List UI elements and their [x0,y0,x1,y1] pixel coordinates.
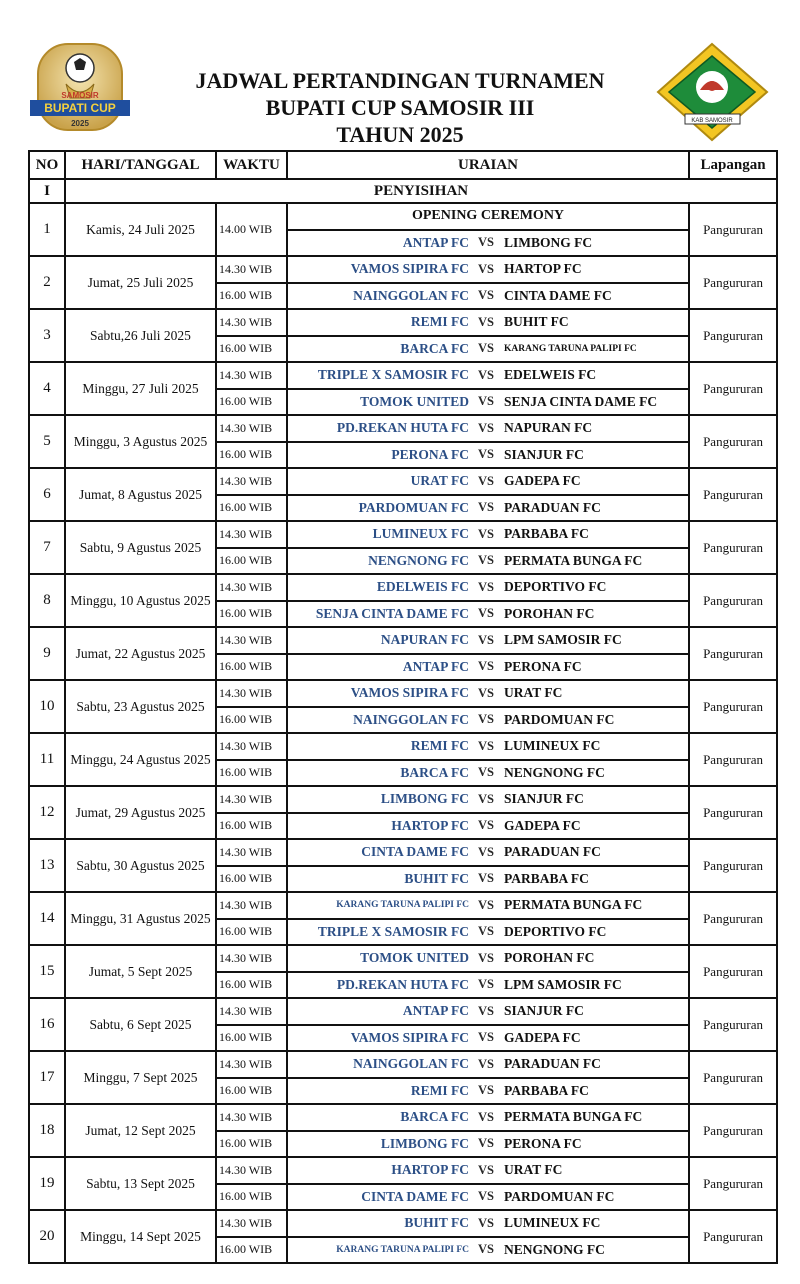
match-time: 14.30 WIB [216,362,287,389]
vs-label: VS [470,1025,502,1052]
home-team: VAMOS SIPIRA FC [287,680,470,707]
away-team: BUHIT FC [502,309,689,336]
section-number: I [29,179,65,203]
away-team: SENJA CINTA DAME FC [502,389,689,416]
match-time: 16.00 WIB [216,972,287,999]
away-team: NENGNONG FC [502,760,689,787]
away-team: PARBABA FC [502,521,689,548]
vs-label: VS [470,389,502,416]
match-date: Minggu, 3 Agustus 2025 [65,415,216,468]
away-team: PERONA FC [502,1131,689,1158]
home-team: BUHIT FC [287,866,470,893]
match-time: 16.00 WIB [216,495,287,522]
away-team: PARBABA FC [502,1078,689,1105]
match-time: 16.00 WIB [216,760,287,787]
table-row [29,415,777,442]
match-time: 16.00 WIB [216,1184,287,1211]
match-date: Sabtu, 9 Agustus 2025 [65,521,216,574]
vs-label: VS [470,839,502,866]
away-team: LUMINEUX FC [502,1210,689,1237]
vs-label: VS [470,1157,502,1184]
home-team: ANTAP FC [287,654,470,681]
match-venue: Pangururan [689,415,777,468]
match-day-number: 13 [29,839,65,892]
home-team: NAINGGOLAN FC [287,283,470,310]
away-team: LUMINEUX FC [502,733,689,760]
match-date: Jumat, 5 Sept 2025 [65,945,216,998]
home-team: NAPURAN FC [287,627,470,654]
match-date: Minggu, 14 Sept 2025 [65,1210,216,1263]
vs-label: VS [470,892,502,919]
match-day-number: 7 [29,521,65,574]
match-day-number: 11 [29,733,65,786]
match-time: 14.30 WIB [216,945,287,972]
match-venue: Pangururan [689,203,777,256]
match-time: 14.30 WIB [216,574,287,601]
table-header-row [29,151,777,179]
home-team: NENGNONG FC [287,548,470,575]
home-team: BARCA FC [287,336,470,363]
table-row [29,203,777,230]
table-row [29,521,777,548]
vs-label: VS [470,733,502,760]
match-day-number: 3 [29,309,65,362]
away-team: SIANJUR FC [502,442,689,469]
match-venue: Pangururan [689,998,777,1051]
match-date: Sabtu,26 Juli 2025 [65,309,216,362]
home-team: ANTAP FC [287,998,470,1025]
away-team: PARDOMUAN FC [502,707,689,734]
vs-label: VS [470,972,502,999]
table-row [29,945,777,972]
table-row [29,1157,777,1184]
match-venue: Pangururan [689,839,777,892]
match-time: 16.00 WIB [216,654,287,681]
vs-label: VS [470,574,502,601]
vs-label: VS [470,813,502,840]
match-time: 14.30 WIB [216,627,287,654]
away-team: SIANJUR FC [502,998,689,1025]
svg-text:SAMOSIR: SAMOSIR [61,91,99,100]
match-date: Sabtu, 13 Sept 2025 [65,1157,216,1210]
match-time: 14.30 WIB [216,1051,287,1078]
home-team: TOMOK UNITED [287,389,470,416]
vs-label: VS [470,521,502,548]
match-time: 16.00 WIB [216,283,287,310]
away-team: PARDOMUAN FC [502,1184,689,1211]
vs-label: VS [470,415,502,442]
vs-label: VS [470,919,502,946]
away-team: GADEPA FC [502,1025,689,1052]
match-venue: Pangururan [689,892,777,945]
vs-label: VS [470,707,502,734]
away-team: POROHAN FC [502,945,689,972]
header-time: WAKTU [216,151,287,179]
match-day-number: 8 [29,574,65,627]
table-row [29,680,777,707]
match-time: 14.30 WIB [216,680,287,707]
away-team: NENGNONG FC [502,1237,689,1264]
match-date: Minggu, 24 Agustus 2025 [65,733,216,786]
table-row [29,1210,777,1237]
away-team: URAT FC [502,680,689,707]
opening-ceremony-label: OPENING CEREMONY [287,203,689,230]
home-team: NAINGGOLAN FC [287,707,470,734]
match-venue: Pangururan [689,1157,777,1210]
vs-label: VS [470,998,502,1025]
home-team: EDELWEIS FC [287,574,470,601]
match-venue: Pangururan [689,945,777,998]
vs-label: VS [470,283,502,310]
home-team: ANTAP FC [287,230,470,257]
away-team: LPM SAMOSIR FC [502,972,689,999]
match-day-number: 12 [29,786,65,839]
vs-label: VS [470,495,502,522]
away-team: PARADUAN FC [502,839,689,866]
table-row [29,998,777,1025]
home-team: PARDOMUAN FC [287,495,470,522]
match-day-number: 1 [29,203,65,256]
vs-label: VS [470,1051,502,1078]
match-venue: Pangururan [689,521,777,574]
match-date: Jumat, 12 Sept 2025 [65,1104,216,1157]
table-row [29,839,777,866]
vs-label: VS [470,601,502,628]
match-day-number: 9 [29,627,65,680]
regency-crest-icon [655,42,770,142]
away-team: NAPURAN FC [502,415,689,442]
page-title-line-1: JADWAL PERTANDINGAN TURNAMEN [195,68,605,93]
vs-label: VS [470,309,502,336]
match-venue: Pangururan [689,1210,777,1263]
home-team: TOMOK UNITED [287,945,470,972]
match-time: 16.00 WIB [216,1078,287,1105]
table-row [29,786,777,813]
home-team: HARTOP FC [287,1157,470,1184]
home-team: KARANG TARUNA PALIPI FC [287,1237,470,1264]
away-team: HARTOP FC [502,256,689,283]
home-team: CINTA DAME FC [287,839,470,866]
match-venue: Pangururan [689,256,777,309]
svg-text:BUPATI CUP: BUPATI CUP [44,101,116,115]
away-team: PERMATA BUNGA FC [502,1104,689,1131]
match-day-number: 18 [29,1104,65,1157]
vs-label: VS [470,548,502,575]
home-team: CINTA DAME FC [287,1184,470,1211]
vs-label: VS [470,680,502,707]
page-title-line-3: TAHUN 2025 [336,122,464,147]
table-row [29,574,777,601]
match-day-number: 20 [29,1210,65,1263]
match-date: Minggu, 10 Agustus 2025 [65,574,216,627]
home-team: KARANG TARUNA PALIPI FC [287,892,470,919]
match-date: Jumat, 22 Agustus 2025 [65,627,216,680]
home-team: PERONA FC [287,442,470,469]
match-time: 14.30 WIB [216,839,287,866]
vs-label: VS [470,442,502,469]
vs-label: VS [470,1104,502,1131]
match-time: 16.00 WIB [216,1025,287,1052]
vs-label: VS [470,1210,502,1237]
match-time: 14.30 WIB [216,1104,287,1131]
home-team: NAINGGOLAN FC [287,1051,470,1078]
match-time: 16.00 WIB [216,548,287,575]
home-team: REMI FC [287,309,470,336]
home-team: REMI FC [287,1078,470,1105]
home-team: BARCA FC [287,1104,470,1131]
table-row [29,627,777,654]
table-row [29,468,777,495]
match-date: Jumat, 29 Agustus 2025 [65,786,216,839]
svg-text:KAB SAMOSIR: KAB SAMOSIR [691,118,733,124]
match-day-number: 4 [29,362,65,415]
away-team: KARANG TARUNA PALIPI FC [502,336,689,363]
match-time: 16.00 WIB [216,336,287,363]
match-schedule-table [28,150,778,1264]
vs-label: VS [470,866,502,893]
table-row [29,892,777,919]
match-time: 14.30 WIB [216,309,287,336]
away-team: DEPORTIVO FC [502,919,689,946]
match-day-number: 2 [29,256,65,309]
away-team: GADEPA FC [502,468,689,495]
vs-label: VS [470,654,502,681]
away-team: EDELWEIS FC [502,362,689,389]
match-date: Minggu, 27 Juli 2025 [65,362,216,415]
away-team: GADEPA FC [502,813,689,840]
match-venue: Pangururan [689,468,777,521]
match-time: 16.00 WIB [216,813,287,840]
vs-label: VS [470,1237,502,1264]
vs-label: VS [470,1078,502,1105]
home-team: PD.REKAN HUTA FC [287,415,470,442]
home-team: VAMOS SIPIRA FC [287,256,470,283]
match-time: 14.30 WIB [216,733,287,760]
match-time: 14.30 WIB [216,521,287,548]
match-date: Minggu, 7 Sept 2025 [65,1051,216,1104]
home-team: TRIPLE X SAMOSIR FC [287,362,470,389]
vs-label: VS [470,336,502,363]
vs-label: VS [470,230,502,257]
table-row [29,1051,777,1078]
match-time: 16.00 WIB [216,1131,287,1158]
vs-label: VS [470,627,502,654]
match-day-number: 19 [29,1157,65,1210]
svg-text:2025: 2025 [71,119,89,128]
match-date: Kamis, 24 Juli 2025 [65,203,216,256]
match-day-number: 14 [29,892,65,945]
home-team: PD.REKAN HUTA FC [287,972,470,999]
match-time: 14.30 WIB [216,1210,287,1237]
vs-label: VS [470,1131,502,1158]
match-time: 16.00 WIB [216,389,287,416]
away-team: PERMATA BUNGA FC [502,548,689,575]
away-team: PARADUAN FC [502,1051,689,1078]
match-time: 16.00 WIB [216,442,287,469]
match-time: 14.30 WIB [216,468,287,495]
vs-label: VS [470,786,502,813]
header-venue: Lapangan [689,151,777,179]
match-date: Jumat, 25 Juli 2025 [65,256,216,309]
table-row [29,309,777,336]
home-team: TRIPLE X SAMOSIR FC [287,919,470,946]
match-venue: Pangururan [689,786,777,839]
home-team: SENJA CINTA DAME FC [287,601,470,628]
header-date: HARI/TANGGAL [65,151,216,179]
home-team: BARCA FC [287,760,470,787]
vs-label: VS [470,1184,502,1211]
table-row [29,256,777,283]
match-venue: Pangururan [689,1051,777,1104]
away-team: LIMBONG FC [502,230,689,257]
match-day-number: 5 [29,415,65,468]
away-team: POROHAN FC [502,601,689,628]
match-venue: Pangururan [689,733,777,786]
away-team: CINTA DAME FC [502,283,689,310]
away-team: PARBABA FC [502,866,689,893]
match-time: 14.30 WIB [216,256,287,283]
away-team: SIANJUR FC [502,786,689,813]
match-day-number: 6 [29,468,65,521]
match-date: Sabtu, 23 Agustus 2025 [65,680,216,733]
away-team: PERMATA BUNGA FC [502,892,689,919]
match-date: Jumat, 8 Agustus 2025 [65,468,216,521]
vs-label: VS [470,760,502,787]
away-team: PERONA FC [502,654,689,681]
away-team: DEPORTIVO FC [502,574,689,601]
home-team: LIMBONG FC [287,786,470,813]
match-venue: Pangururan [689,309,777,362]
home-team: LIMBONG FC [287,1131,470,1158]
match-venue: Pangururan [689,627,777,680]
match-time: 14.30 WIB [216,786,287,813]
vs-label: VS [470,468,502,495]
vs-label: VS [470,945,502,972]
match-time: 16.00 WIB [216,601,287,628]
table-row [29,362,777,389]
table-row [29,1104,777,1131]
match-day-number: 10 [29,680,65,733]
match-time: 14.30 WIB [216,415,287,442]
match-time: 16.00 WIB [216,866,287,893]
match-day-number: 17 [29,1051,65,1104]
header-description: URAIAN [287,151,689,179]
vs-label: VS [470,362,502,389]
match-venue: Pangururan [689,1104,777,1157]
home-team: HARTOP FC [287,813,470,840]
match-day-number: 16 [29,998,65,1051]
table-row [29,733,777,760]
match-time: 14.00 WIB [216,203,287,256]
match-date: Sabtu, 6 Sept 2025 [65,998,216,1051]
page-title-line-2: BUPATI CUP SAMOSIR III [265,95,535,120]
document-header [0,0,800,152]
match-day-number: 15 [29,945,65,998]
match-venue: Pangururan [689,574,777,627]
match-time: 16.00 WIB [216,919,287,946]
home-team: VAMOS SIPIRA FC [287,1025,470,1052]
match-venue: Pangururan [689,680,777,733]
home-team: URAT FC [287,468,470,495]
match-time: 14.30 WIB [216,998,287,1025]
away-team: URAT FC [502,1157,689,1184]
match-time: 16.00 WIB [216,707,287,734]
vs-label: VS [470,256,502,283]
section-label: PENYISIHAN [65,179,777,203]
bupati-cup-logo-icon [30,40,130,136]
home-team: BUHIT FC [287,1210,470,1237]
match-date: Sabtu, 30 Agustus 2025 [65,839,216,892]
match-venue: Pangururan [689,362,777,415]
home-team: REMI FC [287,733,470,760]
match-time: 14.30 WIB [216,1157,287,1184]
match-time: 14.30 WIB [216,892,287,919]
header-no: NO [29,151,65,179]
away-team: PARADUAN FC [502,495,689,522]
home-team: LUMINEUX FC [287,521,470,548]
match-time: 16.00 WIB [216,1237,287,1264]
away-team: LPM SAMOSIR FC [502,627,689,654]
section-row [29,179,777,203]
match-date: Minggu, 31 Agustus 2025 [65,892,216,945]
